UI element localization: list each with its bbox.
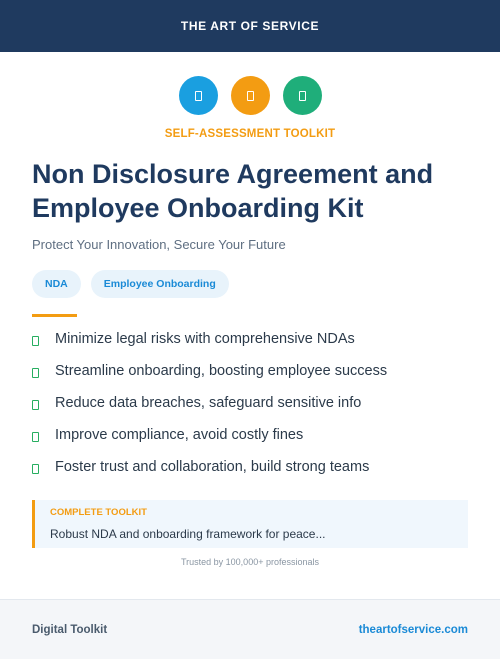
bullet-text: Streamline onboarding, boosting employee success: [55, 363, 388, 379]
list-item: [32, 363, 472, 395]
list-item: [32, 331, 472, 363]
trust-note: Trusted by 100,000+ professionals: [180, 557, 319, 567]
page-title: [32, 157, 472, 225]
document-icon: [179, 76, 218, 115]
toolkit-callout: [32, 500, 468, 548]
benefit-list: [32, 331, 472, 491]
footer-bar: [0, 599, 500, 659]
brand-name: THE ART OF SERVICE: [180, 19, 320, 33]
header-bar: [0, 0, 500, 52]
footer-label: Digital Toolkit: [32, 623, 108, 636]
document-icon: [283, 76, 322, 115]
document-icon: [231, 76, 270, 115]
accent-divider: [32, 314, 77, 317]
website-link[interactable]: theartofservice.com: [358, 623, 468, 636]
kicker-label: SELF-ASSESSMENT TOOLKIT: [164, 128, 336, 140]
check-icon: [32, 432, 39, 442]
tag-list: [32, 270, 229, 298]
check-icon: [32, 368, 39, 378]
callout-label: COMPLETE TOOLKIT: [50, 507, 147, 518]
callout-text: Robust NDA and onboarding framework for peace...: [50, 527, 326, 541]
title-line: Non Disclosure Agreement and: [32, 159, 434, 189]
list-item: [32, 427, 472, 459]
icon-row: [0, 76, 500, 115]
tag-employee-onboarding: Employee Onboarding: [91, 270, 229, 298]
bullet-text: Reduce data breaches, safeguard sensitive info: [55, 395, 362, 411]
tag-nda: NDA: [32, 270, 81, 298]
subtitle: Protect Your Innovation, Secure Your Future: [32, 237, 286, 252]
check-icon: [32, 336, 39, 346]
list-item: [32, 395, 472, 427]
bullet-text: Foster trust and collaboration, build strong teams: [55, 459, 370, 475]
bullet-text: Minimize legal risks with comprehensive NDAs: [55, 331, 355, 347]
list-item: [32, 459, 472, 491]
bullet-text: Improve compliance, avoid costly fines: [55, 427, 304, 443]
check-icon: [32, 464, 39, 474]
title-line: Employee Onboarding Kit: [32, 193, 364, 223]
check-icon: [32, 400, 39, 410]
